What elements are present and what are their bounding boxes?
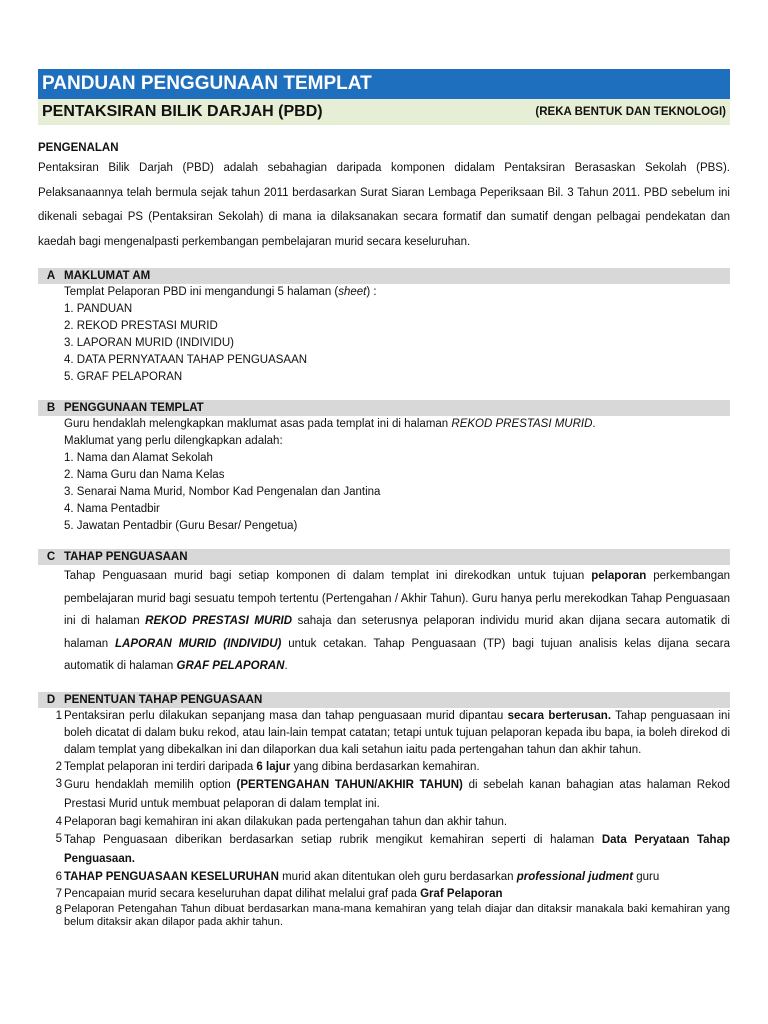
section-b-title: PENGGUNAAN TEMPLAT (64, 402, 204, 414)
section-c (38, 549, 730, 678)
section-c-header (38, 549, 730, 565)
list-item: 5. GRAF PELAPORAN (64, 371, 183, 383)
numbered-item: 7 Pencapaian murid secara keseluruhan dapat dilihat melalui graf pada Graf Pelaporan (55, 887, 503, 900)
section-a-lead: Templat Pelaporan PBD ini mengandungi 5 halaman (sheet) : (64, 286, 377, 298)
intro-section (38, 141, 730, 254)
section-b-lead: Guru hendaklah melengkapkan maklumat asas pada templat ini di halaman REKOD PRESTASI MURID. (64, 418, 596, 430)
section-a (38, 268, 730, 386)
subtitle-bar (38, 99, 730, 125)
section-b-header (38, 400, 730, 416)
list-item: 3. Senarai Nama Murid, Nombor Kad Pengenalan dan Jantina (64, 486, 381, 498)
section-c-text: Tahap Penguasaan murid bagi setiap komponen di dalam templat ini direkodkan untuk tujuan pelaporan perkembangan pembelajaran murid bagi sesuatu tempoh tertentu (Pertengahan / Akhir Tahun). Guru hanya perlu merekodkan Tahap Penguasaan ini di halaman REKOD PRESTASI MURID sahaja dan seterusnya pelaporan individu murid akan dijana secara automatik di halaman LAPORAN MURID (INDIVIDU) untuk cetakan. Tahap Penguasaan (TP) bagi tujuan analisis kelas dijana secara automatik di halaman GRAF PELAPORAN. (64, 570, 730, 672)
list-item: 3. LAPORAN MURID (INDIVIDU) (64, 337, 234, 349)
numbered-item: 4 Pelaporan bagi kemahiran ini akan dilakukan pada pertengahan tahun dan akhir tahun. (55, 815, 508, 828)
list-item: 2. REKOD PRESTASI MURID (64, 320, 218, 332)
list-item: 4. Nama Pentadbir (64, 503, 160, 515)
list-item: 5. Jawatan Pentadbir (Guru Besar/ Pengetua) (64, 520, 298, 532)
subject-label: (REKA BENTUK DAN TEKNOLOGI) (535, 106, 726, 118)
document-page (38, 69, 730, 929)
section-a-title: MAKLUMAT AM (64, 270, 151, 282)
section-c-letter: C (46, 551, 56, 563)
list-item: 1. PANDUAN (64, 303, 133, 315)
numbered-item: 6 TAHAP PENGUASAAN KESELURUHAN murid akan ditentukan oleh guru berdasarkan professional judment guru (55, 870, 660, 883)
document-subtitle: PENTAKSIRAN BILIK DARJAH (PBD) (42, 103, 323, 120)
section-d-header (38, 692, 730, 708)
list-item: 4. DATA PERNYATAAN TAHAP PENGUASAAN (64, 354, 308, 366)
section-d-letter: D (46, 693, 56, 706)
list-item: 1. Nama dan Alamat Sekolah (64, 452, 213, 464)
section-b (38, 400, 730, 535)
numbered-item: 3 Guru hendaklah memilih option (PERTENGAHAN TAHUN/AKHIR TAHUN) di sebelah kanan bahagian atas halaman Rekod Prestasi Murid untuk membuat pelaporan di dalam templat ini. (55, 777, 730, 810)
section-b-letter: B (46, 402, 56, 414)
section-a-header (38, 268, 730, 284)
numbered-item: 2 Templat pelaporan ini terdiri daripada 6 lajur yang dibina berdasarkan kemahiran. (55, 760, 480, 773)
section-d (38, 692, 730, 929)
numbered-item: 8 Pelaporan Petengahan Tahun dibuat berdasarkan mana-mana kemahiran yang telah diajar dan ditaksir manakala baki kemahiran yang belum ditaksir akan dilapor pada akhir tahun. (55, 902, 730, 928)
numbered-item: 1 Pentaksiran perlu dilakukan sepanjang masa dan tahap penguasaan murid dipantau secara berterusan. Tahap penguasaan ini boleh dicatat di dalam buku rekod, atau lain-lain tempat catatan; tetapi untuk tujuan pelaporan kepada ibu bapa, ia boleh direkod di dalam templat yang dibekalkan ini dan dilaporkan dua kali setahun iaitu pada pertengahan tahun dan akhir tahun. (55, 709, 730, 756)
section-c-title: TAHAP PENGUASAAN (64, 551, 188, 563)
intro-heading: PENGENALAN (38, 142, 119, 154)
document-title: PANDUAN PENGGUNAAN TEMPLAT (38, 69, 730, 99)
numbered-item: 5 Tahap Penguasaan diberikan berdasarkan setiap rubrik mengikut kemahiran seperti di halaman Data Peryataan Tahap Penguasaan. (55, 832, 731, 865)
list-item: 2. Nama Guru dan Nama Kelas (64, 469, 225, 481)
section-b-lead2: Maklumat yang perlu dilengkapkan adalah: (64, 435, 283, 447)
section-d-title: PENENTUAN TAHAP PENGUASAAN (64, 693, 263, 706)
intro-text: Pentaksiran Bilik Darjah (PBD) adalah sebahagian daripada komponen didalam Pentaksiran Berasaskan Sekolah (PBS). Pelaksanaannya telah bermula sejak tahun 2011 berdasarkan Surat Siaran Lembaga Peperiksaan Bil. 3 Tahun 2011. PBD sebelum ini dikenali sebagai PS (Pentaksiran Sekolah) di mana ia dilaksanakan secara formatif dan sumatif dengan pelbagai pendekatan dan kaedah bagi mengenalpasti perkembangan pembelajaran murid secara keseluruhan. (38, 162, 730, 248)
section-a-letter: A (46, 270, 56, 282)
